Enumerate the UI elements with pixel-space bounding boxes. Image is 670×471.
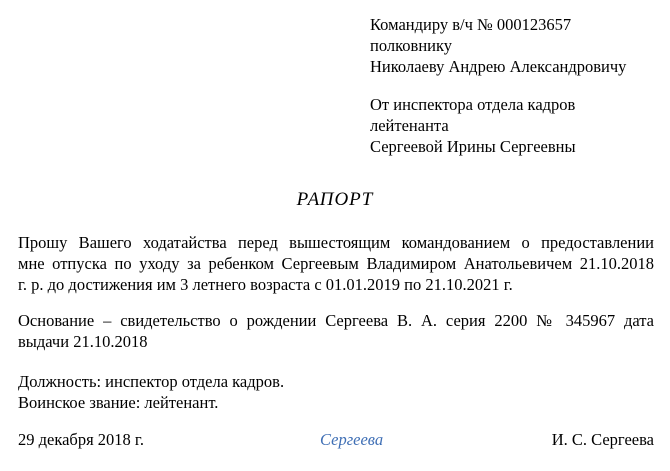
request-line: г. р. до достижения им 3 летнего возраста с 01.01.2019 по 21.10.2021 г. xyxy=(18,275,513,294)
request-paragraph xyxy=(18,232,654,295)
addressee-block xyxy=(370,14,626,77)
addressee-unit: Командиру в/ч № 000123657 xyxy=(370,15,572,34)
basis-line: Основание – свидетельство о рождении Сергеева В. А. серия 2200 № 345967 дата xyxy=(18,311,654,330)
addressee-name: Николаеву Андрею Александровичу xyxy=(370,57,627,76)
signature-row xyxy=(18,429,654,453)
sender-name: Сергеевой Ирины Сергеевны xyxy=(370,137,576,156)
basis-line: выдачи 21.10.2018 xyxy=(18,332,148,351)
addressee-rank: полковнику xyxy=(370,36,453,55)
document-title: РАПОРТ xyxy=(296,189,374,210)
request-line: мне отпуска по уходу за ребенком Сергеевым Владимиром Анатольевичем 21.10.2018 xyxy=(18,254,654,273)
sender-position: От инспектора отдела кадров xyxy=(370,95,576,114)
report-date: 29 декабря 2018 г. xyxy=(18,430,144,449)
request-line: Прошу Вашего ходатайства перед вышестоящим командованием о предоставлении xyxy=(18,233,654,252)
rank-line: Воинское звание: лейтенант. xyxy=(18,393,219,412)
handwritten-signature: Сергеева xyxy=(320,430,384,449)
sender-block xyxy=(370,94,576,157)
basis-paragraph xyxy=(18,310,654,352)
position-line: Должность: инспектор отдела кадров. xyxy=(18,372,285,391)
signer-name: И. С. Сергеева xyxy=(551,430,654,449)
sender-rank: лейтенанта xyxy=(370,116,449,135)
position-paragraph xyxy=(18,371,654,413)
